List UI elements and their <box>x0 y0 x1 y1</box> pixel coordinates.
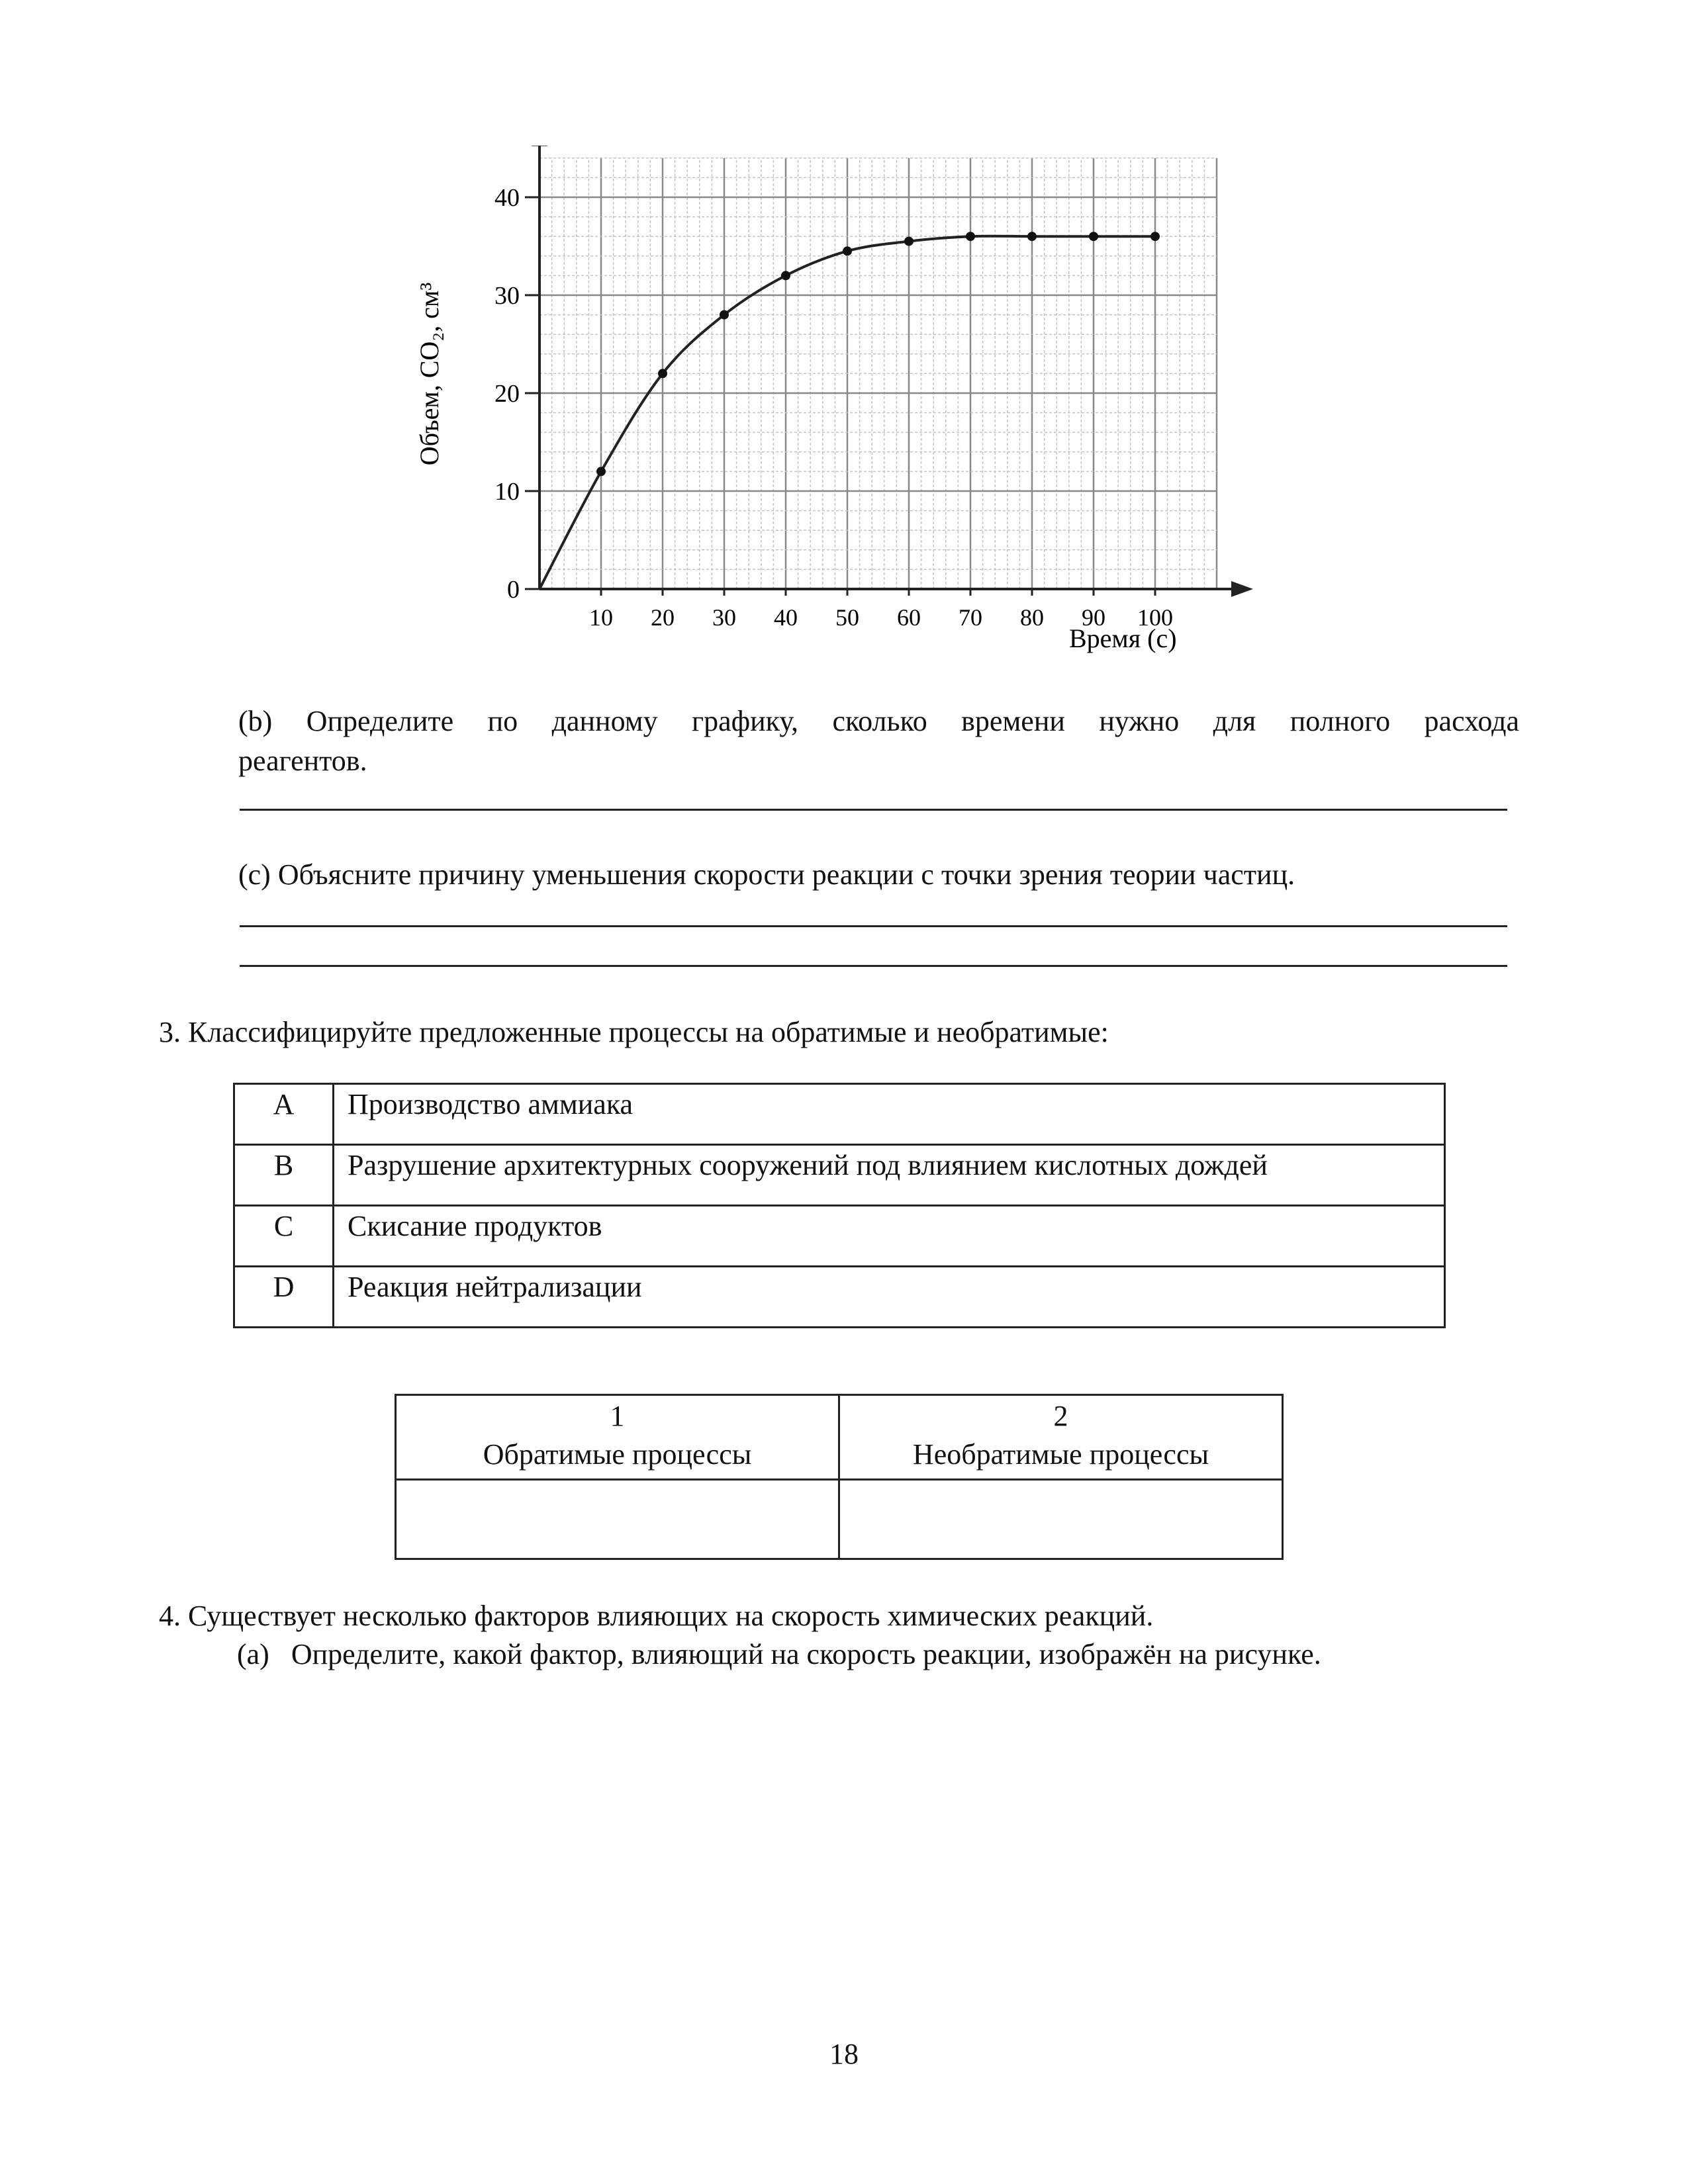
chart-ticks <box>494 184 1173 631</box>
column-reversible <box>396 1395 839 1480</box>
data-point <box>658 369 667 378</box>
answer-line-c-1[interactable] <box>240 925 1507 927</box>
answer-line-c-2[interactable] <box>240 965 1507 967</box>
question-b-line2: реагентов. <box>238 745 367 777</box>
chart-axes <box>532 146 1253 597</box>
x-tick-label: 90 <box>1082 604 1105 631</box>
x-axis-arrow <box>1231 581 1253 597</box>
answer-line-b[interactable] <box>240 809 1507 811</box>
x-tick-label: 50 <box>835 604 859 631</box>
row-process: Производство аммиака <box>334 1084 1445 1145</box>
x-tick-label: 60 <box>897 604 921 631</box>
x-axis-label: Время (с) <box>1069 623 1177 653</box>
y-tick-label: 30 <box>494 282 520 310</box>
data-point <box>596 467 606 476</box>
answer-cell-reversible[interactable] <box>396 1480 839 1559</box>
question-b-line1: (b) Определите по данному графику, сколько времени нужно для полного расхода <box>238 705 1519 737</box>
data-point <box>1150 232 1160 241</box>
x-tick-label: 10 <box>589 604 613 631</box>
x-tick-label: 70 <box>959 604 982 631</box>
y-axis-label: Объем, CO₂, см³ <box>414 282 444 466</box>
chart-grid <box>539 158 1217 589</box>
answer-cell-irreversible[interactable] <box>839 1480 1283 1559</box>
data-point <box>843 246 852 255</box>
row-letter: C <box>234 1206 334 1267</box>
column-number: 1 <box>610 1400 625 1432</box>
data-point <box>781 271 790 280</box>
row-process: Скисание продуктов <box>334 1206 1445 1267</box>
x-tick-label: 20 <box>651 604 675 631</box>
x-tick-label: 40 <box>774 604 798 631</box>
data-point <box>1089 232 1098 241</box>
y-tick-label: 0 <box>507 576 520 604</box>
data-point <box>966 232 975 241</box>
table-row <box>234 1084 1445 1145</box>
table-row <box>234 1145 1445 1206</box>
process-table <box>233 1083 1446 1328</box>
column-irreversible <box>839 1395 1283 1480</box>
table-row <box>234 1206 1445 1267</box>
co2-volume-chart <box>397 146 1284 668</box>
question-3-text: 3. Классифицируйте предложенные процессы на обратимые и необратимые: <box>159 1016 1109 1048</box>
y-tick-label: 20 <box>494 380 520 408</box>
row-process: Разрушение архитектурных сооружений под влиянием кислотных дождей <box>334 1145 1445 1206</box>
y-tick-label: 10 <box>494 478 520 506</box>
answer-table <box>395 1394 1284 1560</box>
column-number: 2 <box>1053 1400 1068 1432</box>
table-row <box>234 1267 1445 1328</box>
question-4-text: 4. Существует несколько факторов влияющих на скорость химических реакций. <box>159 1600 1154 1632</box>
column-label: Необратимые процессы <box>912 1438 1209 1471</box>
column-label: Обратимые процессы <box>483 1438 752 1471</box>
row-letter: D <box>234 1267 334 1328</box>
x-tick-label: 100 <box>1137 604 1173 631</box>
y-tick-label: 40 <box>494 184 520 212</box>
data-point <box>1027 232 1037 241</box>
x-tick-label: 80 <box>1020 604 1044 631</box>
answer-table-header <box>396 1395 1283 1480</box>
answer-table-row <box>396 1480 1283 1559</box>
row-letter: B <box>234 1145 334 1206</box>
row-process: Реакция нейтрализации <box>334 1267 1445 1328</box>
row-letter: A <box>234 1084 334 1145</box>
question-4a-text: (a) Определите, какой фактор, влияющий на скорость реакции, изображён на рисунке. <box>237 1638 1321 1670</box>
data-point <box>720 310 729 320</box>
question-c-text: (c) Объясните причину уменьшения скорости реакции с точки зрения теории частиц. <box>238 858 1295 891</box>
page-number: 18 <box>829 2038 859 2070</box>
data-point <box>904 237 914 246</box>
x-tick-label: 30 <box>712 604 736 631</box>
